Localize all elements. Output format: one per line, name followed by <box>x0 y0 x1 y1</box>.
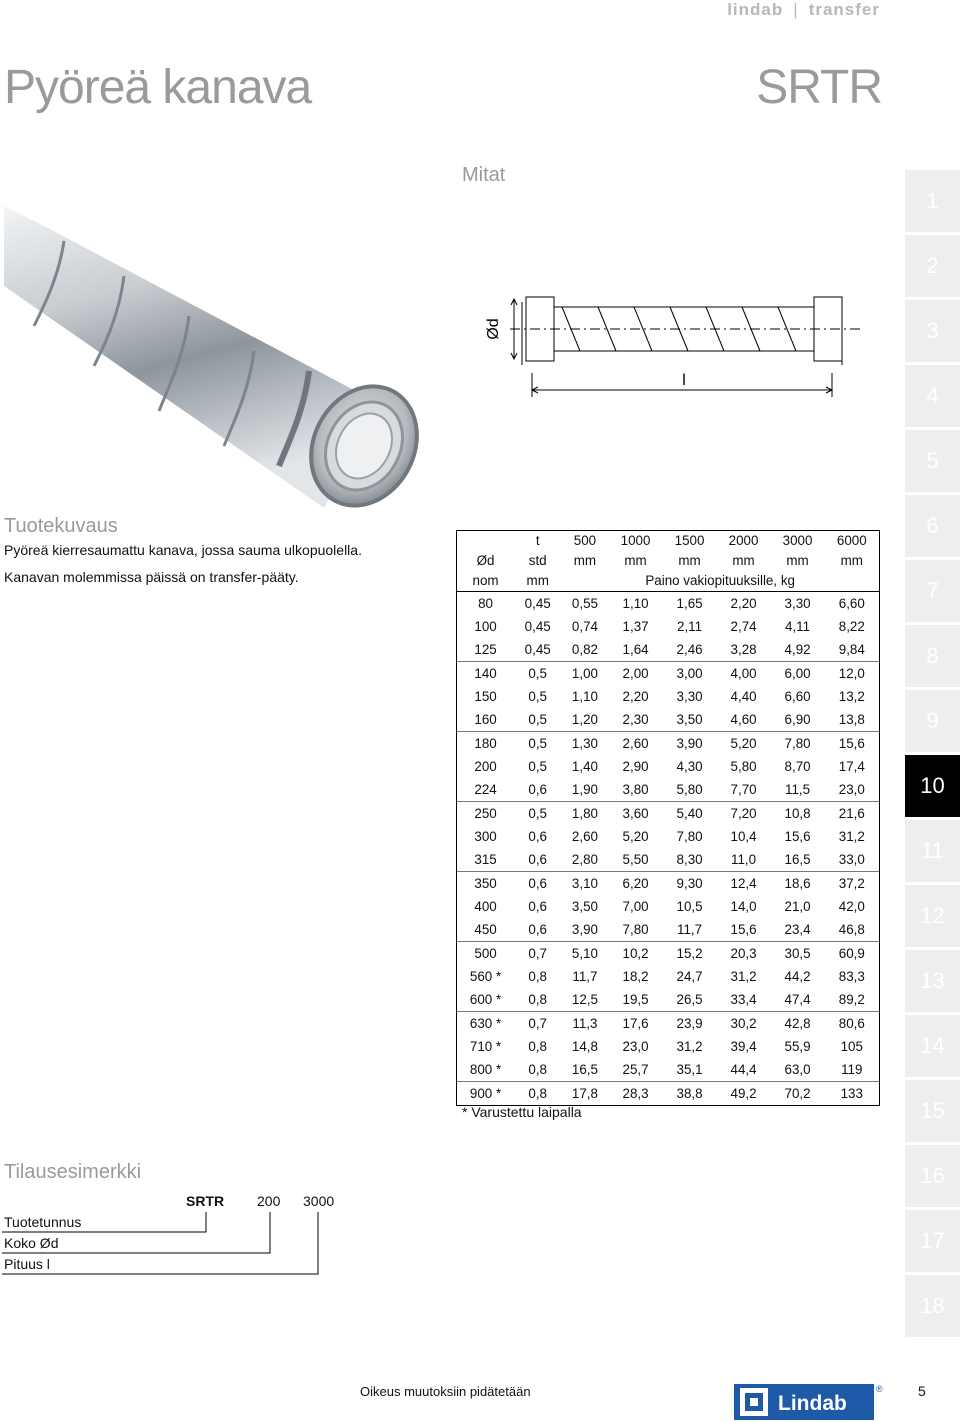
weight-cell: 26,5 <box>676 992 703 1007</box>
weight-cell: 7,80 <box>622 922 649 937</box>
weight-cell: 47,4 <box>784 992 811 1007</box>
table-row <box>457 942 880 966</box>
diameter-cell: 125 <box>457 638 515 662</box>
thickness-cell: 0,8 <box>528 992 548 1007</box>
weight-table <box>456 530 880 1106</box>
weight-cell: 15,6 <box>825 732 880 756</box>
table-row <box>457 802 880 826</box>
table-row <box>457 918 880 942</box>
thickness-cell: 0,5 <box>514 662 561 686</box>
brand-name: lindab <box>727 0 784 19</box>
header-cell: Ød <box>457 551 515 571</box>
section-tab-7[interactable]: 7 <box>905 560 960 622</box>
weight-cell: 13,2 <box>825 685 880 708</box>
product-photo <box>4 166 424 508</box>
weight-cell: 11,7 <box>572 969 598 984</box>
weight-cell: 23,9 <box>663 1012 717 1036</box>
weight-cell: 23,0 <box>825 778 880 802</box>
header-cell: t <box>514 531 561 552</box>
description-line-2: Kanavan molemmissa päissä on transfer-pääty. <box>4 569 299 585</box>
weight-cell: 89,2 <box>825 988 880 1012</box>
thickness-cell: 0,6 <box>514 872 561 896</box>
weight-cell: 5,20 <box>717 732 771 756</box>
weight-cell: 28,3 <box>609 1082 663 1106</box>
weight-cell: 33,0 <box>825 848 880 872</box>
order-label-size: Koko Ød <box>4 1235 59 1251</box>
section-tab-1[interactable]: 1 <box>905 170 960 232</box>
weight-cell: 11,5 <box>785 782 811 797</box>
weight-cell: 1,10 <box>622 596 649 611</box>
weight-cell: 42,0 <box>825 895 880 918</box>
header-cell: std <box>528 553 547 568</box>
thickness-cell: 0,45 <box>524 642 551 657</box>
weight-cell: 14,8 <box>571 1039 598 1054</box>
product-code: SRTR <box>756 61 882 114</box>
weight-cell: 2,74 <box>730 619 757 634</box>
weight-cell: 10,5 <box>676 899 703 914</box>
footer-note: Oikeus muutoksiin pidätetään <box>360 1384 531 1399</box>
table-row <box>457 1012 880 1036</box>
thickness-cell: 0,45 <box>524 619 551 634</box>
weight-cell: 17,6 <box>609 1012 663 1036</box>
weight-cell: 38,8 <box>663 1082 717 1106</box>
thickness-cell: 0,8 <box>528 1062 548 1077</box>
weight-cell: 44,4 <box>730 1062 757 1077</box>
weight-cell: 2,30 <box>622 712 649 727</box>
weight-cell: 2,20 <box>730 596 757 611</box>
table-row <box>457 988 880 1012</box>
weight-cell: 15,6 <box>784 829 811 844</box>
diameter-cell: 150 <box>457 685 515 708</box>
thickness-cell: 0,5 <box>528 712 548 727</box>
table-header-row <box>457 531 880 552</box>
weight-cell: 6,00 <box>771 662 825 686</box>
header-cell: mm <box>825 551 880 571</box>
thickness-cell: 0,7 <box>514 942 561 966</box>
weight-cell: 23,0 <box>622 1039 649 1054</box>
weight-cell: 21,0 <box>784 899 811 914</box>
weight-cell: 105 <box>825 1035 880 1058</box>
description-line-1: Pyöreä kierresaumattu kanava, jossa sauma ulkopuolella. <box>4 542 362 558</box>
section-tab-14[interactable]: 14 <box>905 1015 960 1077</box>
thickness-cell: 0,5 <box>528 689 548 704</box>
table-row <box>457 732 880 756</box>
weight-cell: 16,5 <box>571 1062 598 1077</box>
weight-cell: 7,00 <box>622 899 649 914</box>
section-tab-17[interactable]: 17 <box>905 1210 960 1272</box>
weight-cell: 5,10 <box>561 942 608 966</box>
weight-cell: 4,40 <box>730 689 757 704</box>
weight-cell: 6,60 <box>784 689 811 704</box>
weight-cell: 2,00 <box>609 662 663 686</box>
weight-cell: 3,50 <box>676 712 703 727</box>
weight-cell: 5,50 <box>622 852 649 867</box>
weight-cell: 31,2 <box>676 1039 703 1054</box>
weight-cell: 3,90 <box>663 732 717 756</box>
weight-cell: 3,28 <box>730 642 757 657</box>
table-footnote: * Varustettu laipalla <box>462 1104 582 1120</box>
table-header-row <box>457 551 880 571</box>
table-row <box>457 1035 880 1058</box>
weight-cell: 119 <box>825 1058 880 1082</box>
page-title: Pyöreä kanava <box>4 61 312 114</box>
order-example-heading: Tilausesimerkki <box>4 1161 142 1183</box>
brand-line: transfer <box>808 0 880 19</box>
header-cell <box>457 531 515 552</box>
weight-cell: 1,30 <box>561 732 608 756</box>
weight-cell: 55,9 <box>784 1039 811 1054</box>
section-tab-6[interactable]: 6 <box>905 495 960 557</box>
weight-cell: 3,10 <box>561 872 608 896</box>
table-row <box>457 965 880 988</box>
diameter-cell: 800 * <box>457 1058 515 1082</box>
weight-cell: 31,2 <box>730 969 757 984</box>
section-tab-5[interactable]: 5 <box>905 430 960 492</box>
weight-cell: 0,82 <box>571 642 598 657</box>
thickness-cell: 0,45 <box>524 596 551 611</box>
header-cell: mm <box>514 571 561 592</box>
weight-cell: 3,80 <box>622 782 649 797</box>
weight-cell: 10,8 <box>771 802 825 826</box>
table-row <box>457 638 880 662</box>
weight-cell: 18,2 <box>622 969 649 984</box>
weight-cell: 7,80 <box>676 829 703 844</box>
weight-cell: 42,8 <box>771 1012 825 1036</box>
lindab-logo <box>734 1384 874 1420</box>
weight-cell: 6,20 <box>609 872 663 896</box>
diameter-cell: 180 <box>457 732 515 756</box>
weight-cell: 8,30 <box>676 852 703 867</box>
weight-cell: 23,4 <box>784 922 811 937</box>
section-tab-13[interactable]: 13 <box>905 950 960 1012</box>
weight-cell: 1,65 <box>676 596 703 611</box>
registered-mark: ® <box>876 1384 883 1394</box>
weight-cell: 8,22 <box>825 615 880 638</box>
weight-cell: 70,2 <box>771 1082 825 1106</box>
section-tab-2[interactable]: 2 <box>905 235 960 297</box>
diameter-cell: 140 <box>457 662 515 686</box>
weight-cell: 4,30 <box>676 759 703 774</box>
weight-cell: 7,80 <box>771 732 825 756</box>
weight-cell: 2,60 <box>609 732 663 756</box>
thickness-cell: 0,6 <box>528 899 548 914</box>
weight-cell: 0,55 <box>571 596 598 611</box>
diameter-cell: 250 <box>457 802 515 826</box>
weight-cell: 3,00 <box>663 662 717 686</box>
section-tab-15[interactable]: 15 <box>905 1080 960 1142</box>
table-header-row <box>457 571 880 592</box>
order-label-product: Tuotetunnus <box>4 1214 82 1230</box>
thickness-cell: 0,8 <box>528 1039 548 1054</box>
thickness-cell: 0,8 <box>514 1082 561 1106</box>
diameter-cell: 300 <box>457 825 515 848</box>
weight-cell: 8,70 <box>784 759 811 774</box>
weight-cell: 30,5 <box>771 942 825 966</box>
weight-cell: 15,2 <box>663 942 717 966</box>
diameter-cell: 900 * <box>457 1082 515 1106</box>
weight-cell: 25,7 <box>622 1062 649 1077</box>
weight-cell: 37,2 <box>825 872 880 896</box>
weight-cell: 7,70 <box>730 782 757 797</box>
weight-cell: 33,4 <box>730 992 757 1007</box>
weight-cell: 1,00 <box>561 662 608 686</box>
weight-cell: 3,30 <box>676 689 703 704</box>
length-label: l <box>682 372 686 389</box>
brand-separator: | <box>793 0 799 19</box>
weight-cell: 2,80 <box>571 852 598 867</box>
weight-cell: 83,3 <box>825 965 880 988</box>
weight-cell: 14,0 <box>730 899 757 914</box>
table-row <box>457 1082 880 1106</box>
weight-cell: 19,5 <box>622 992 649 1007</box>
thickness-cell: 0,7 <box>514 1012 561 1036</box>
weight-cell: 4,60 <box>730 712 757 727</box>
header-cell: mm <box>678 553 701 568</box>
weight-cell: 1,90 <box>571 782 598 797</box>
weight-cell: 31,2 <box>825 825 880 848</box>
table-row <box>457 708 880 732</box>
diameter-cell: 630 * <box>457 1012 515 1036</box>
weight-cell: 35,1 <box>676 1062 703 1077</box>
weight-cell: 11,7 <box>677 922 703 937</box>
table-row <box>457 872 880 896</box>
order-code-size: 200 <box>257 1193 281 1209</box>
header-cell: 3000 <box>771 531 825 552</box>
order-label-length: Pituus l <box>4 1256 50 1272</box>
weight-cell: 4,11 <box>785 619 811 634</box>
diameter-label: Ød <box>485 318 502 340</box>
table-row <box>457 848 880 872</box>
weight-cell: 2,60 <box>571 829 598 844</box>
duct-shape <box>4 206 424 508</box>
table-body <box>457 592 880 1106</box>
header-cell: 6000 <box>825 531 880 552</box>
weight-cell: 49,2 <box>717 1082 771 1106</box>
weight-cell: 9,84 <box>825 638 880 662</box>
diameter-cell: 160 <box>457 708 515 732</box>
weight-cell: 15,6 <box>730 922 757 937</box>
section-tab-11[interactable]: 11 <box>905 820 960 882</box>
weight-cell: 3,50 <box>571 899 598 914</box>
weight-cell: 1,20 <box>571 712 598 727</box>
duct-drawing <box>510 297 862 397</box>
weight-cell: 1,37 <box>622 619 649 634</box>
table-row <box>457 895 880 918</box>
table-row <box>457 662 880 686</box>
weight-cell: 9,30 <box>663 872 717 896</box>
thickness-cell: 0,6 <box>528 829 548 844</box>
dimension-drawing <box>462 295 880 407</box>
thickness-cell: 0,5 <box>514 732 561 756</box>
table-row <box>457 685 880 708</box>
weight-cell: 3,60 <box>609 802 663 826</box>
weight-cell: 5,20 <box>622 829 649 844</box>
table-row <box>457 778 880 802</box>
table-row <box>457 615 880 638</box>
table-row <box>457 825 880 848</box>
header-cell: 1000 <box>609 531 663 552</box>
weight-cell: 24,7 <box>676 969 703 984</box>
header-cell: 500 <box>561 531 608 552</box>
weight-cell: 60,9 <box>825 942 880 966</box>
thickness-cell: 0,6 <box>528 922 548 937</box>
order-code-product: SRTR <box>186 1193 225 1209</box>
table-row <box>457 755 880 778</box>
weight-cell: 10,2 <box>609 942 663 966</box>
weight-cell: 2,11 <box>677 619 703 634</box>
section-tab-8[interactable]: 8 <box>905 625 960 687</box>
header-cell: 2000 <box>717 531 771 552</box>
header-cell: mm <box>732 553 755 568</box>
thickness-cell: 0,6 <box>528 852 548 867</box>
weight-cell: 133 <box>825 1082 880 1106</box>
weight-cell: 4,00 <box>717 662 771 686</box>
weight-cell: 5,40 <box>663 802 717 826</box>
section-tab-9[interactable]: 9 <box>905 690 960 752</box>
brand-header <box>727 0 880 20</box>
diameter-cell: 315 <box>457 848 515 872</box>
weight-cell: 0,74 <box>571 619 598 634</box>
weight-cell: 7,20 <box>717 802 771 826</box>
weight-cell: 80,6 <box>825 1012 880 1036</box>
weight-cell: 13,8 <box>825 708 880 732</box>
logo-text: Lindab <box>778 1392 847 1415</box>
weight-cell: 1,80 <box>561 802 608 826</box>
thickness-cell: 0,6 <box>528 782 548 797</box>
table-row <box>457 1058 880 1082</box>
section-tab-18[interactable]: 18 <box>905 1275 960 1337</box>
weight-cell: 46,8 <box>825 918 880 942</box>
page-number: 5 <box>918 1383 926 1399</box>
weight-cell: 1,40 <box>571 759 598 774</box>
weight-header: Paino vakiopituuksille, kg <box>561 571 879 592</box>
description-heading: Tuotekuvaus <box>4 515 118 537</box>
table-row <box>457 592 880 616</box>
weight-cell: 12,4 <box>717 872 771 896</box>
weight-cell: 11,0 <box>731 852 757 867</box>
section-tab-4[interactable]: 4 <box>905 365 960 427</box>
thickness-cell: 0,8 <box>528 969 548 984</box>
diameter-cell: 200 <box>457 755 515 778</box>
header-cell: mm <box>786 553 809 568</box>
diameter-cell: 80 <box>457 592 515 616</box>
section-tab-12[interactable]: 12 <box>905 885 960 947</box>
header-cell: mm <box>624 553 647 568</box>
diameter-cell: 560 * <box>457 965 515 988</box>
weight-cell: 1,64 <box>622 642 649 657</box>
thickness-cell: 0,5 <box>514 802 561 826</box>
header-cell: mm <box>573 553 597 568</box>
weight-cell: 2,20 <box>622 689 649 704</box>
header-cell: nom <box>457 571 515 592</box>
diameter-cell: 100 <box>457 615 515 638</box>
weight-cell: 2,90 <box>622 759 649 774</box>
weight-cell: 17,4 <box>825 755 880 778</box>
diameter-cell: 400 <box>457 895 515 918</box>
weight-cell: 16,5 <box>784 852 811 867</box>
weight-cell: 21,6 <box>825 802 880 826</box>
weight-cell: 10,4 <box>730 829 757 844</box>
order-code-length: 3000 <box>303 1193 335 1209</box>
weight-cell: 12,5 <box>571 992 598 1007</box>
weight-cell: 39,4 <box>730 1039 757 1054</box>
weight-cell: 4,92 <box>784 642 811 657</box>
weight-cell: 3,30 <box>784 596 811 611</box>
dimensions-heading: Mitat <box>462 164 506 186</box>
diameter-cell: 224 <box>457 778 515 802</box>
weight-cell: 30,2 <box>717 1012 771 1036</box>
weight-cell: 5,80 <box>676 782 703 797</box>
weight-cell: 3,90 <box>571 922 598 937</box>
weight-cell: 20,3 <box>717 942 771 966</box>
weight-cell: 5,80 <box>730 759 757 774</box>
weight-cell: 6,90 <box>784 712 811 727</box>
weight-cell: 44,2 <box>784 969 811 984</box>
weight-cell: 17,8 <box>561 1082 608 1106</box>
weight-cell: 1,10 <box>571 689 598 704</box>
section-tab-10[interactable]: 10 <box>905 755 960 817</box>
diameter-cell: 350 <box>457 872 515 896</box>
section-tab-3[interactable]: 3 <box>905 300 960 362</box>
weight-cell: 12,0 <box>825 662 880 686</box>
header-cell: 1500 <box>663 531 717 552</box>
weight-cell: 63,0 <box>784 1062 811 1077</box>
diameter-cell: 710 * <box>457 1035 515 1058</box>
diameter-cell: 450 <box>457 918 515 942</box>
weight-cell: 6,60 <box>825 592 880 616</box>
thickness-cell: 0,5 <box>528 759 548 774</box>
weight-cell: 2,46 <box>676 642 703 657</box>
weight-cell: 11,3 <box>561 1012 608 1036</box>
diameter-cell: 600 * <box>457 988 515 1012</box>
weight-cell: 18,6 <box>771 872 825 896</box>
section-tab-16[interactable]: 16 <box>905 1145 960 1207</box>
diameter-cell: 500 <box>457 942 515 966</box>
